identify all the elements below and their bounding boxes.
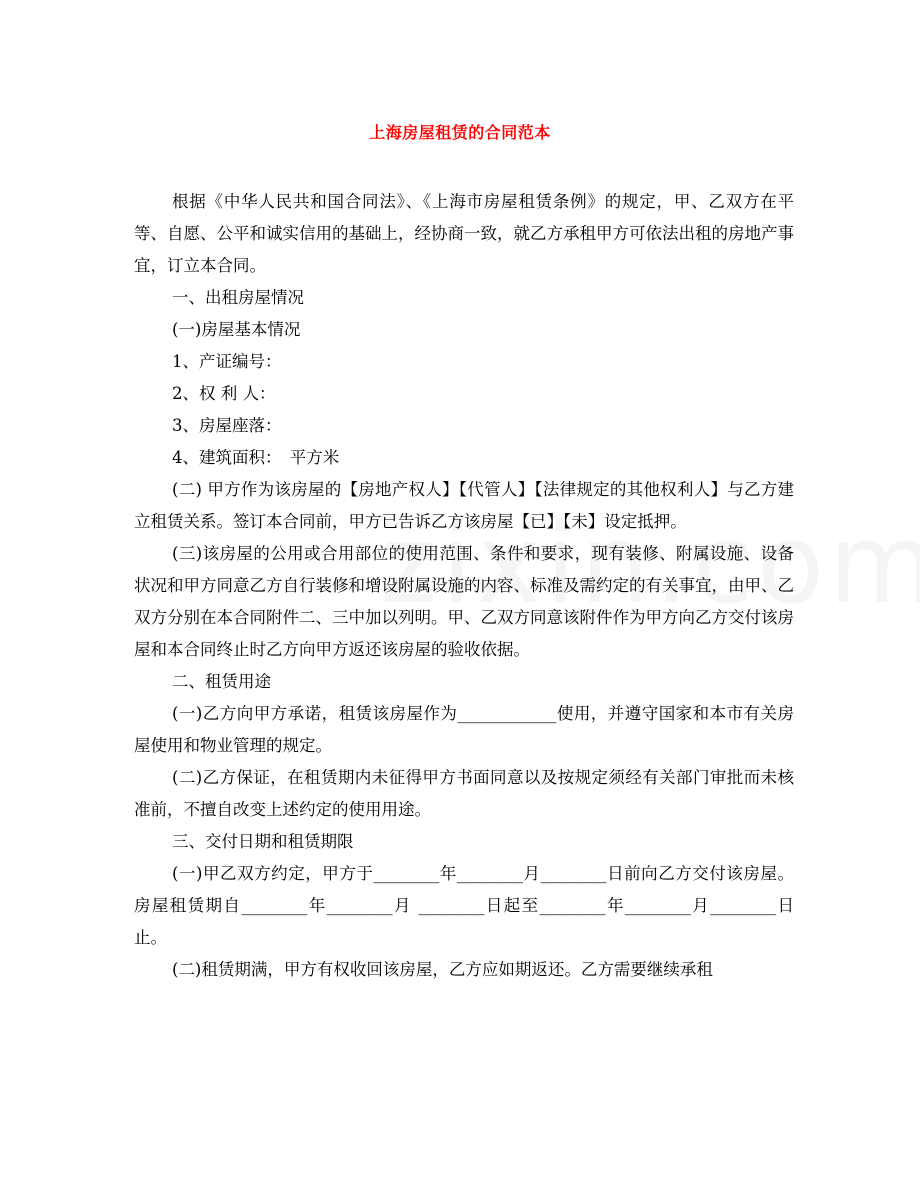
paragraph-lessor-status: (二) 甲方作为该房屋的【房地产权人】【代管人】【法律规定的其他权利人】与乙方建立租赁关系。签订本合同前，甲方已告诉乙方该房屋【已】【未】设定抵押。 [134, 480, 794, 531]
document-title: 上海房屋租赁的合同范本 [369, 123, 551, 142]
section-heading-2: 二、租赁用途 [172, 672, 271, 691]
field-certificate-number: 1、产证编号： [172, 352, 282, 371]
paragraph-usage-promise: (一)乙方向甲方承诺，租赁该房屋作为____________使用，并遵守国家和本市有关房屋使用和物业管理的规定。 [134, 704, 794, 755]
section-heading-3: 三、交付日期和租赁期限 [172, 832, 354, 851]
paragraph-lease-expiry: (二)租赁期满，甲方有权收回该房屋，乙方应如期返还。乙方需要继续承租 [172, 960, 713, 979]
section-heading-1: 一、出租房屋情况 [172, 288, 304, 307]
subsection-heading: (一)房屋基本情况 [172, 320, 301, 339]
field-location: 3、房屋座落： [172, 416, 282, 435]
field-right-holder: 2、权 利 人： [172, 384, 276, 403]
paragraph-intro: 根据《中华人民共和国合同法》、《上海市房屋租赁条例》的规定，甲、乙双方在平等、自愿、公平和诚实信用的基础上，经协商一致，就乙方承租甲方可依法出租的房地产事宜，订立本合同。 [134, 192, 794, 275]
document-body [134, 186, 794, 986]
paragraph-delivery-date: (一)甲乙双方约定，甲方于________年________月________日前向乙方交付该房屋。房屋租赁期自________年________月 ________日起至________年________月________日止。 [134, 864, 794, 947]
paragraph-usage-guarantee: (二)乙方保证，在租赁期内未征得甲方书面同意以及按规定须经有关部门审批而未核准前，不擅自改变上述约定的使用用途。 [134, 768, 794, 819]
field-floor-area: 4、建筑面积： 平方米 [172, 448, 340, 467]
paragraph-common-areas: (三)该房屋的公用或合用部位的使用范围、条件和要求，现有装修、附属设施、设备状况和甲方同意乙方自行装修和增设附属设施的内容、标准及需约定的有关事宜，由甲、乙双方分别在本合同附件二、三中加以列明。甲、乙双方同意该附件作为甲方向乙方交付该房屋和本合同终止时乙方向甲方返还该房屋的验收依据。 [134, 544, 794, 659]
